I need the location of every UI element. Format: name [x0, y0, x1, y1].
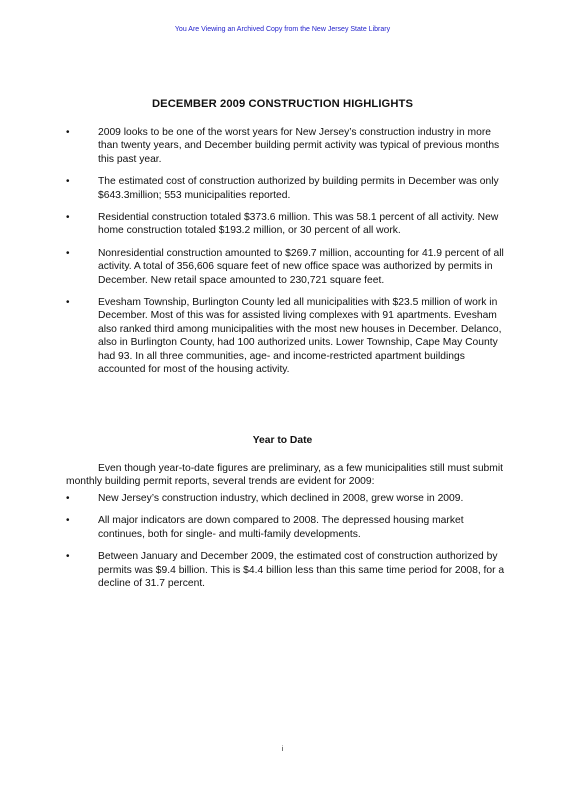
- year-to-date-list: [66, 492, 506, 599]
- bullet-icon: •: [66, 551, 70, 563]
- list-item-text: Between January and December 2009, the estimated cost of construction authorized by permits was $9.4 billion. This is $4.4 billion less than this same time period for 2008, for a decline of 31.7 percent.: [98, 551, 505, 590]
- section-heading-year-to-date: Year to Date: [252, 435, 313, 446]
- year-to-date-intro: Even though year-to-date figures are preliminary, as a few municipalities still must submit monthly building permit reports, several trends are evident for 2009:: [66, 463, 503, 488]
- page-title: DECEMBER 2009 CONSTRUCTION HIGHLIGHTS: [151, 98, 414, 110]
- bullet-icon: •: [66, 176, 70, 188]
- list-item: [66, 175, 506, 202]
- list-item-text: Evesham Township, Burlington County led all municipalities with $23.5 million of work in December. Most of this was for assisted living complexes with 91 apartments. Evesham also ranked third among municipalities with the most new houses in December. Delanco, also in Burlington County, had 100 authorized units. Lower Township, Cape May County had 93. In all three communities, age- and income-restricted apartment buildings accounted for most of the housing activity.: [98, 297, 502, 376]
- list-item-text: Residential construction totaled $373.6 million. This was 58.1 percent of all activity. New home construction totaled $193.2 million, or 30 percent of all work.: [98, 212, 499, 237]
- list-item: [66, 514, 506, 541]
- list-item: [66, 296, 506, 376]
- bullet-icon: •: [66, 127, 70, 138]
- list-item-text: 2009 looks to be one of the worst years for New Jersey’s construction industry in more than twenty years, and December building permit activity was typical of previous months this past year.: [98, 127, 500, 165]
- bullet-icon: •: [66, 493, 70, 504]
- highlights-list: [66, 126, 506, 386]
- bullet-icon: •: [66, 297, 70, 309]
- list-item-text: All major indicators are down compared to 2008. The depressed housing market continues, both for single- and multi-family developments.: [98, 515, 464, 540]
- list-item: [66, 247, 506, 287]
- list-item: [66, 550, 506, 590]
- bullet-icon: •: [66, 247, 70, 259]
- list-item-text: The estimated cost of construction authorized by building permits in December was only $643.3million; 553 municipalities reported.: [98, 176, 499, 201]
- list-item-text: New Jersey’s construction industry, which declined in 2008, grew worse in 2009.: [98, 493, 464, 504]
- list-item: [66, 126, 506, 166]
- list-item: [66, 492, 506, 505]
- list-item-text: Nonresidential construction amounted to $269.7 million, accounting for 41.9 percent of all activity. A total of 356,606 square feet of new office space was authorized by permits in December. New retail space amounted to 230,721 square feet.: [98, 247, 504, 286]
- archive-banner: You Are Viewing an Archived Copy from the New Jersey State Library: [174, 26, 391, 33]
- page-number: i: [281, 746, 284, 753]
- bullet-icon: •: [66, 212, 70, 224]
- list-item: [66, 211, 506, 238]
- bullet-icon: •: [66, 515, 70, 527]
